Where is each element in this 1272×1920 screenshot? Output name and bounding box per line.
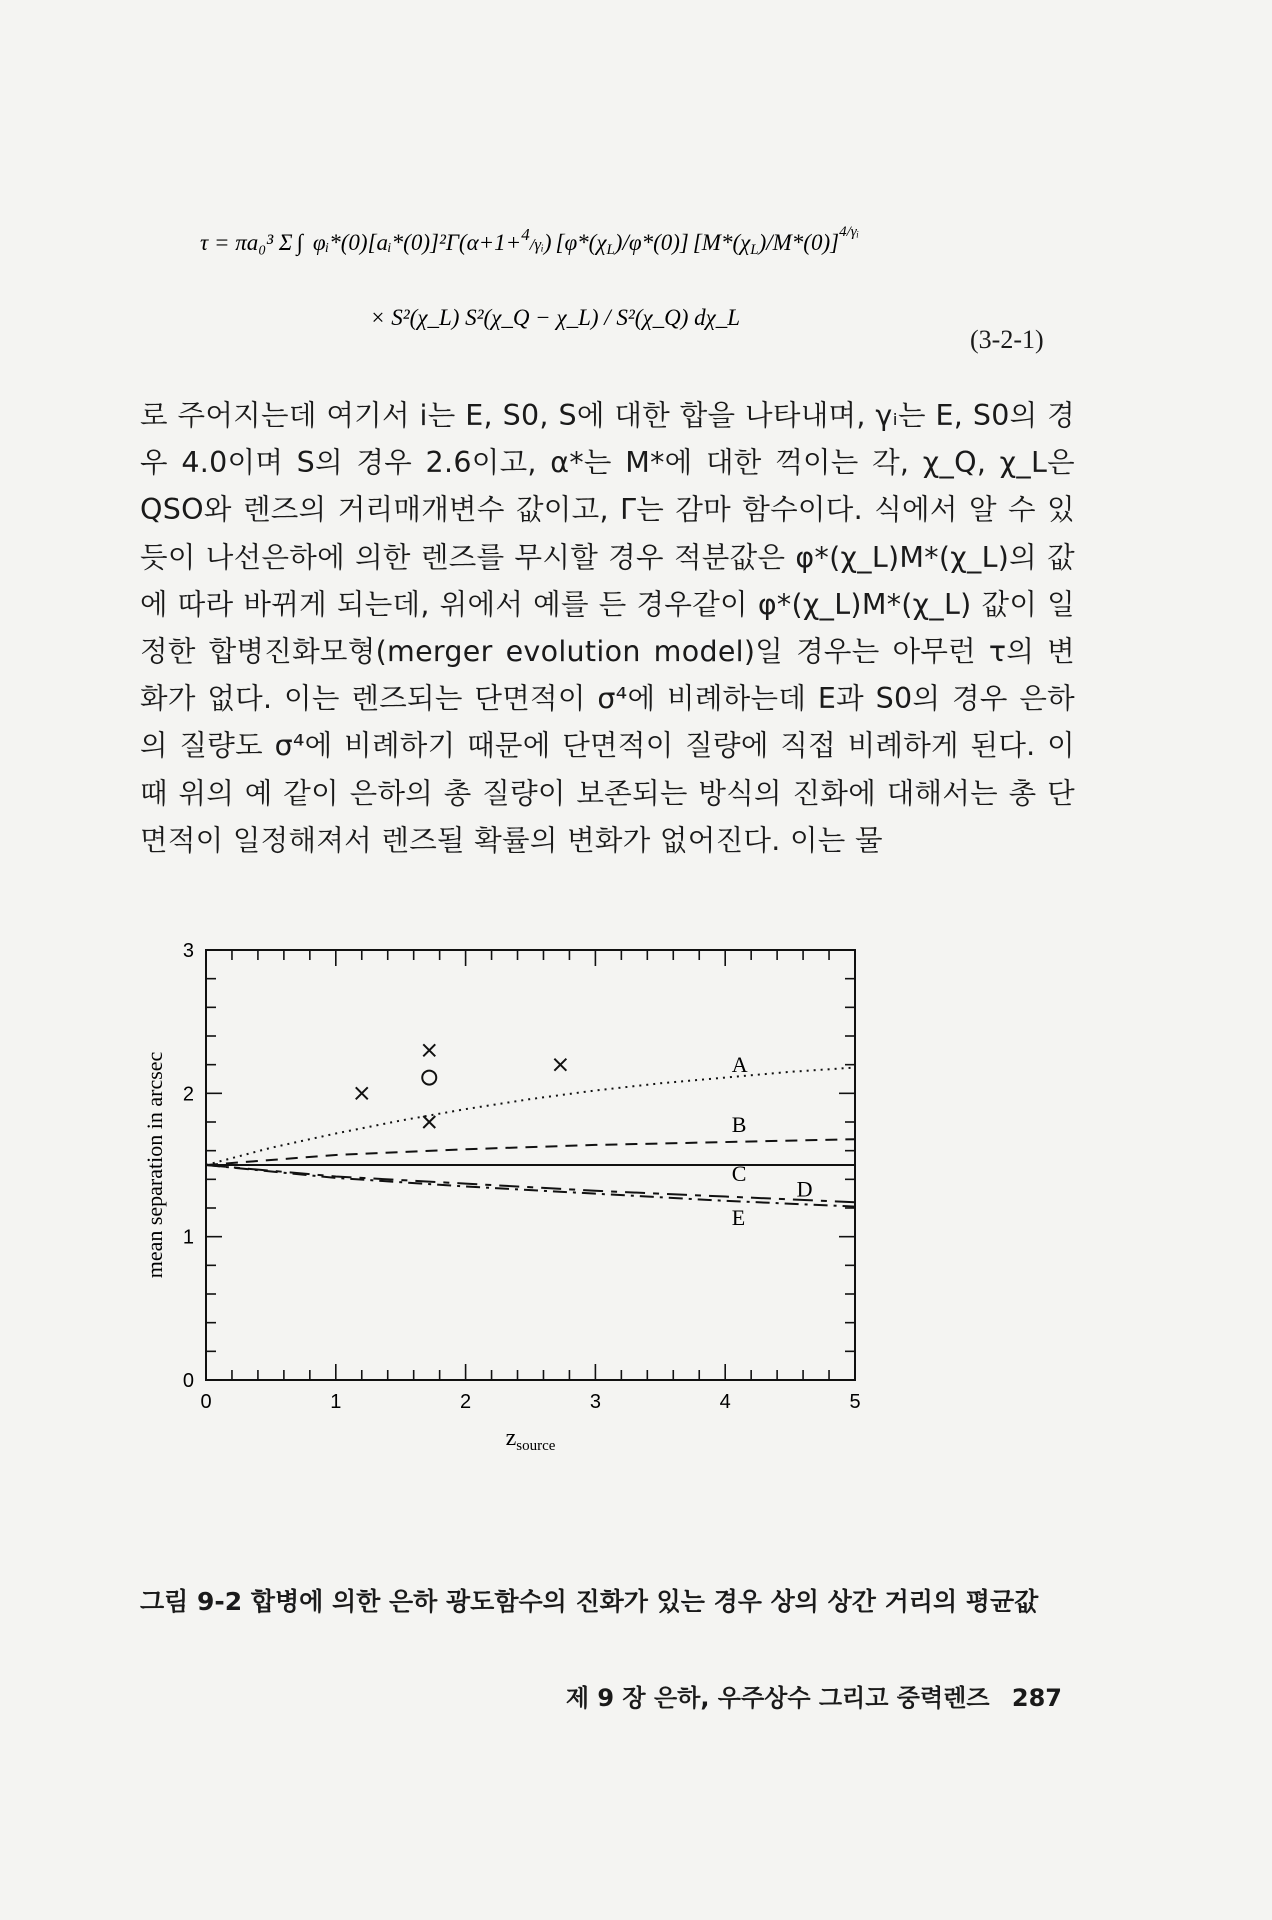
data-point-cross <box>554 1059 566 1071</box>
page-number: 287 <box>1011 1684 1062 1712</box>
figure-caption: 그림 9-2 합병에 의한 은하 광도함수의 진화가 있는 경우 상의 상간 거리의 평균값 <box>140 1587 1039 1616</box>
x-tick-label-0: 0 <box>200 1391 212 1413</box>
series-line-A <box>206 1068 855 1165</box>
paragraph-text: 로 주어지는데 여기서 i는 E, S0, S에 대한 합을 나타내며, γᵢ는 E, S0의 경우 4.0이며 S의 경우 2.6이고, α*는 M*에 대한 꺽이는 각, χ_Q, χ_L은 QSO와 렌즈의 거리매개변수 값이고, Γ는 감마 함수이다. 식에서 알 수 있듯이 나선은하에 의한 렌즈를 무시할 경우 적분값은 φ*(χ_L)M*(χ_L)의 값에 따라 바뀌게 되는데, 위에서 예를 든 경우같이 φ*(χ_L)M*(χ_L) 값이 일정한 합병진화모형(merger evolution model)일 경우는 아무런 τ의 변화가 없다. 이는 렌즈되는 단면적이 σ⁴에 비례하는데 E과 S0의 경우 은하의 질량도 σ⁴에 비례하기 때문에 단면적이 질량에 직접 비례하게 된다. 이때 위의 예 같이 은하의 총 질량이 보존되는 방식의 진화에 대해서는 총 단면적이 일정해져서 렌즈될 확률의 변화가 없어진다. 이는 물 <box>140 399 1075 857</box>
series-line-B <box>206 1139 855 1165</box>
y-tick-label-2: 2 <box>182 1083 194 1106</box>
y-axis-label: mean separation in arcsec <box>142 1051 167 1279</box>
series-line-E <box>206 1165 855 1207</box>
series-line-D <box>206 1165 855 1202</box>
series-label-D: D <box>796 1176 813 1202</box>
x-tick-label-2: 2 <box>460 1391 472 1413</box>
y-tick-label-1: 1 <box>182 1226 194 1249</box>
series-label-E: E <box>731 1205 746 1231</box>
data-point-circle <box>422 1071 436 1085</box>
data-point-cross <box>356 1087 368 1099</box>
x-axis-label: $z_{source}$ <box>505 1425 556 1454</box>
equation-number: (3-2-1) <box>970 325 1044 354</box>
data-point-cross <box>423 1116 435 1128</box>
x-tick-label-5: 5 <box>849 1391 861 1413</box>
series-label-C: C <box>731 1160 747 1186</box>
series-label-A: A <box>731 1051 748 1077</box>
x-tick-label-3: 3 <box>589 1391 601 1413</box>
formula-line2: × S²(χ_L) S²(χ_Q − χ_L) / S²(χ_Q) dχ_L <box>370 305 741 330</box>
x-axis-label-subscript: source <box>516 1438 556 1454</box>
x-tick-label-4: 4 <box>719 1391 731 1413</box>
mean-separation-chart <box>140 930 1080 1570</box>
chapter-title: 제 9 장 은하, 우주상수 그리고 중력렌즈 <box>565 1684 990 1712</box>
formula-line1: τ = πa₀³ Σ ∫ φᵢ*(0)[aᵢ*(0)]²Γ(α+1+$^4_{/\gamma ᵢ}$) [φ*(χL)/φ*(0)] $[M*(\chi L)/M*(0)]^{4/\gamma ᵢ}$ <box>200 224 860 258</box>
y-tick-label-0: 0 <box>182 1370 194 1392</box>
series-label-B: B <box>731 1112 747 1138</box>
x-tick-label-1: 1 <box>330 1391 342 1413</box>
page-footer <box>552 1678 1062 1713</box>
body-paragraph <box>140 392 1075 864</box>
equation-3-2-1 <box>200 205 1080 355</box>
data-point-cross <box>423 1044 435 1056</box>
y-tick-label-3: 3 <box>182 940 194 962</box>
